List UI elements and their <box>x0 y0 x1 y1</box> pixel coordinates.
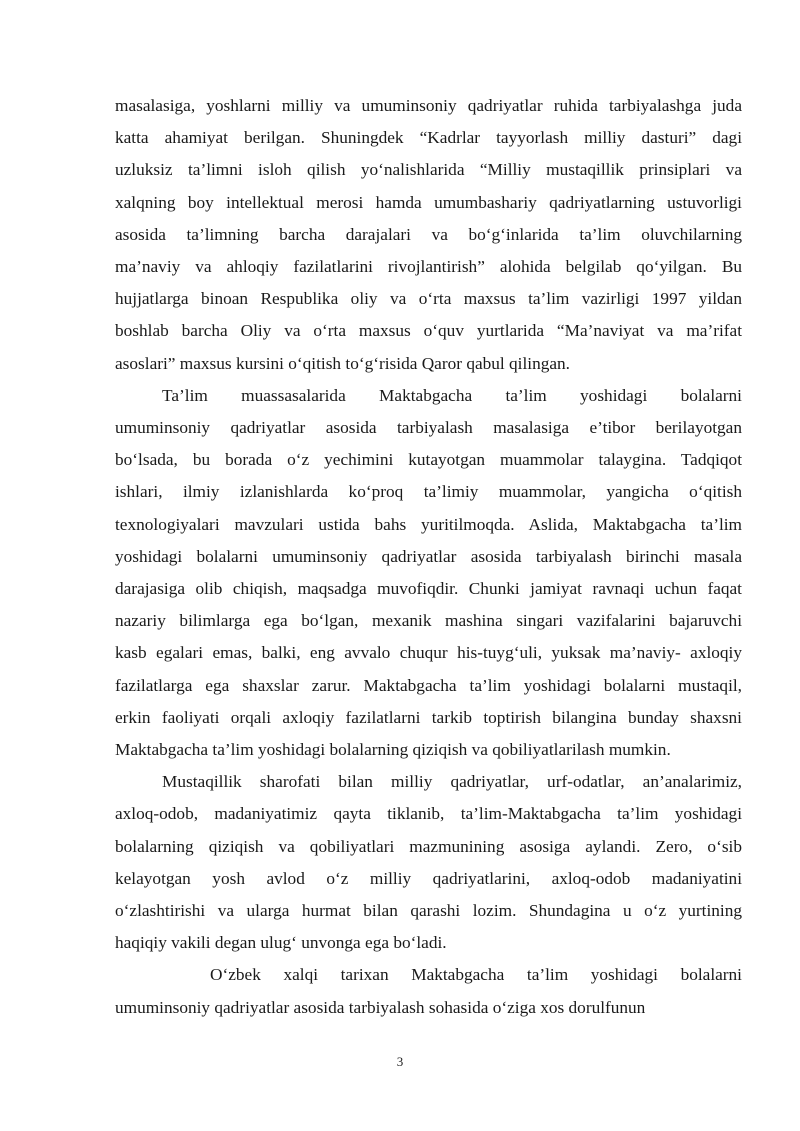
text-line: o‘zlashtirishi va ularga hurmat bilan qarashi lozim. Shundagina u o‘z yurtining <box>115 901 742 921</box>
text-line: umuminsoniy qadriyatlar asosida tarbiyalash masalasiga e’tibor berilayotgan <box>115 418 742 438</box>
text-line: umuminsoniy qadriyatlar asosida tarbiyalash sohasida o‘ziga xos dorulfunun <box>115 997 646 1017</box>
text-line: yoshidagi bolalarni umuminsoniy qadriyatlar asosida tarbiyalash birinchi masala <box>115 546 742 566</box>
text-line: asoslari” maxsus kursini o‘qitish to‘g‘risida Qaror qabul qilingan. <box>115 353 570 373</box>
text-line: hujjatlarga binoan Respublika oliy va o‘rta maxsus ta’lim vazirligi 1997 yildan <box>115 289 742 309</box>
text-line: ma’naviy va ahloqiy fazilatlarini rivojlantirish” alohida belgilab qo‘yilgan. Bu <box>115 257 742 277</box>
text-line: haqiqiy vakili degan ulug‘ unvonga ega bo‘ladi. <box>115 933 447 953</box>
text-line: Mustaqillik sharofati bilan milliy qadriyatlar, urf-odatlar, an’analarimiz, <box>162 772 742 792</box>
text-line: bo‘lsada, bu borada o‘z yechimini kutayotgan muammolar talaygina. Tadqiqot <box>115 450 742 470</box>
text-line: Maktabgacha ta’lim yoshidagi bolalarning qiziqish va qobiliyatlarilash mumkin. <box>115 740 671 760</box>
text-line: boshlab barcha Oliy va o‘rta maxsus o‘quv yurtlarida “Ma’naviyat va ma’rifat <box>115 321 742 341</box>
text-line: bolalarning qiziqish va qobiliyatlari mazmunining asosiga aylandi. Zero, o‘sib <box>115 836 742 856</box>
paragraph <box>115 766 742 959</box>
text-line: asosida ta’limning barcha darajalari va bo‘g‘inlarida ta’lim oluvchilarning <box>115 224 742 244</box>
text-line: Ta’lim muassasalarida Maktabgacha ta’lim yoshidagi bolalarni <box>162 385 742 405</box>
text-line: uzluksiz ta’limni isloh qilish yo‘nalishlarida “Milliy mustaqillik prinsiplari va <box>115 160 742 180</box>
text-line: O‘zbek xalqi tarixan Maktabgacha ta’lim yoshidagi bolalarni <box>210 965 742 985</box>
text-line: ishlari, ilmiy izlanishlarda ko‘proq ta’limiy muammolar, yangicha o‘qitish <box>115 482 742 502</box>
text-line: fazilatlarga ega shaxslar zarur. Maktabgacha ta’lim yoshidagi bolalarni mustaqil, <box>115 675 742 695</box>
text-line: darajasiga olib chiqish, maqsadga muvofiqdir. Chunki jamiyat ravnaqi uchun faqat <box>115 579 742 599</box>
paragraph <box>115 380 742 766</box>
text-line: axloq-odob, madaniyatimiz qayta tiklanib, ta’lim-Maktabgacha ta’lim yoshidagi <box>115 804 742 824</box>
page-number: 3 <box>396 1054 404 1069</box>
text-line: nazariy bilimlarga ega bo‘lgan, mexanik mashina singari vazifalarini bajaruvchi <box>115 611 742 631</box>
text-line: texnologiyalari mavzulari ustida bahs yuritilmoqda. Aslida, Maktabgacha ta’lim <box>115 514 742 534</box>
text-line: masalasiga, yoshlarni milliy va umuminsoniy qadriyatlar ruhida tarbiyalashga juda <box>115 96 742 115</box>
text-line: kelayotgan yosh avlod o‘z milliy qadriyatlarini, axloq-odob madaniyatini <box>115 868 742 888</box>
text-line: erkin faoliyati orqali axloqiy fazilatlarni tarkib toptirish bilangina bunday shaxsni <box>115 707 742 727</box>
body-text <box>115 90 742 1024</box>
text-line: katta ahamiyat berilgan. Shuningdek “Kadrlar tayyorlash milliy dasturi” dagi <box>115 128 742 148</box>
paragraph <box>115 959 742 1023</box>
text-line: kasb egalari emas, balki, eng avvalo chuqur his-tuyg‘uli, yuksak ma’naviy- axloqiy <box>115 643 742 663</box>
text-line: xalqning boy intellektual merosi hamda umumbashariy qadriyatlarning ustuvorligi <box>115 192 742 212</box>
paragraph <box>115 90 742 380</box>
